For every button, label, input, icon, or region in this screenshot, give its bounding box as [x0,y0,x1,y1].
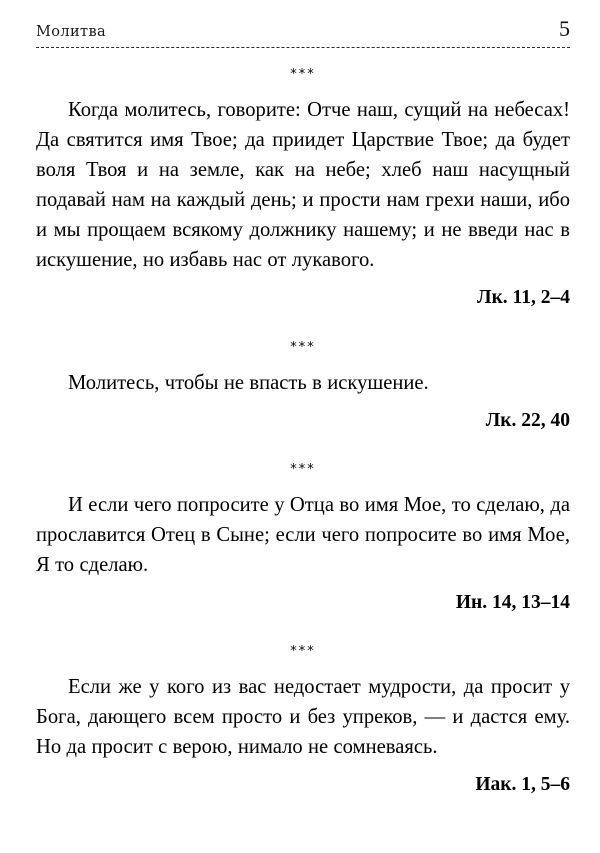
quote-section-3 [36,463,570,645]
quote-section-2 [36,341,570,463]
scripture-citation: Иак. 1, 5–6 [475,774,570,795]
quote-section-4 [36,645,570,798]
header-dashed-rule [36,47,570,48]
asterisk-separator: *** [290,462,316,477]
scripture-citation: Лк. 22, 40 [485,410,570,431]
asterisk-separator: *** [290,67,316,82]
scripture-citation: Ин. 14, 13–14 [455,592,570,613]
quote-text: Молитесь, чтобы не впасть в искушение. [68,372,429,394]
running-head-title: Молитва [36,24,107,40]
quote-text: Если же у кого из вас недостает мудрости, да просит у Бога, дающего всем просто и без упреков, — и дастся ему. Но да просит с верою, нимало не сомневаясь. [36,676,570,758]
quote-text: И если чего попросите у Отца во имя Мое, то сделаю, да прославится Отец в Сыне; если чего попросите во имя Мое, Я то сделаю. [36,494,570,576]
asterisk-separator: *** [290,340,316,355]
quote-section-1 [36,58,570,341]
scripture-citation: Лк. 11, 2–4 [477,287,570,308]
asterisk-separator: *** [290,644,316,659]
quote-text: Когда молитесь, говорите: Отче наш, сущий на небесах! Да святится имя Твое; да приидет Царствие Твое; да будет воля Твоя и на земле, как на небе; хлеб наш насущный подавай нам на каждый день; и прости нам грехи наши, ибо и мы прощаем всякому должнику нашему; и не введи нас в искушение, но избавь нас от лукавого. [36,99,570,271]
page-number: 5 [559,16,570,41]
running-header-row [36,18,570,44]
running-header [36,18,570,48]
page-content [36,58,570,798]
